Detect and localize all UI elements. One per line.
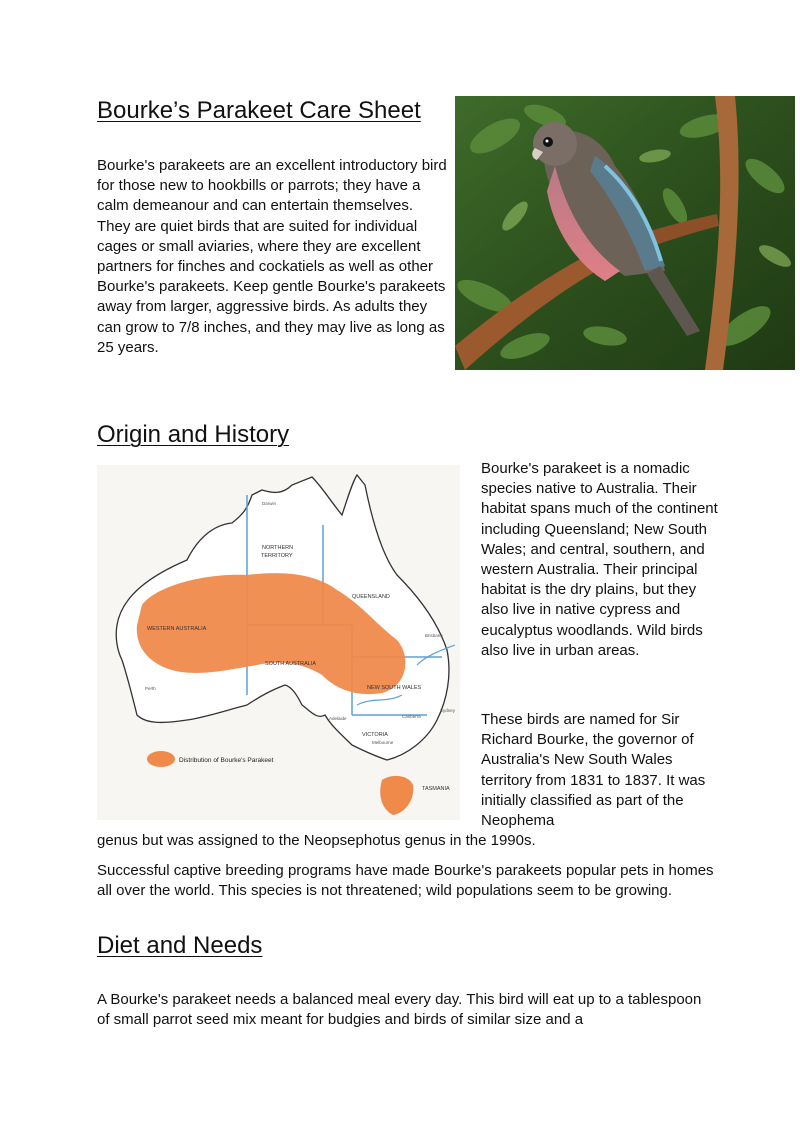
city-melbourne: Melbourne bbox=[372, 740, 394, 745]
diet-paragraph-1: A Bourke's parakeet needs a balanced meal every day. This bird will eat up to a tablespoon of small parrot seed mix meant for budgies and birds of similar size and a bbox=[97, 991, 702, 1029]
city-brisbane: Brisbane bbox=[425, 633, 443, 638]
label-nt2: TERRITORY bbox=[261, 553, 293, 559]
bird-photo-illustration bbox=[455, 96, 795, 370]
origin-history-heading: Origin and History bbox=[97, 421, 290, 448]
origin-paragraph-3: Successful captive breeding programs have made Bourke's parakeets popular pets in homes all over the world. This species is not threatened; wild populations seem to be growing. bbox=[97, 862, 714, 900]
legend-label: Distribution of Bourke's Parakeet bbox=[179, 757, 274, 764]
diet-needs-heading: Diet and Needs bbox=[97, 932, 263, 959]
label-nt: NORTHERN bbox=[262, 545, 294, 551]
city-darwin: Darwin bbox=[262, 501, 277, 506]
distribution-map bbox=[97, 465, 460, 820]
origin-paragraph-1: Bourke's parakeet is a nomadic species native to Australia. Their habitat spans much of the continent including Queensland; New South Wales; and central, southern, and western Australia. Their principal habitat is the dry plains, but they also live in native cypress and eucalyptus woodlands. Wild birds also live in urban areas. bbox=[481, 460, 718, 659]
legend-swatch bbox=[147, 751, 175, 767]
label-sa: SOUTH AUSTRALIA bbox=[265, 661, 317, 667]
label-qld: QUEENSLAND bbox=[352, 594, 390, 600]
label-tas: TASMANIA bbox=[422, 786, 450, 792]
intro-paragraph: Bourke's parakeets are an excellent introductory bird for those new to hookbills or parrots; they have a calm demeanour and can entertain themselves. They are quiet birds that are suited for individual cages or small aviaries, where they are excellent partners for finches and cockatiels as well as other Bourke's parakeets. Keep gentle Bourke's parakeets away from larger, aggressive birds. As adults they can grow to 7/8 inches, and they may live as long as 25 years. bbox=[97, 157, 447, 356]
origin-paragraph-2-continued: genus but was assigned to the Neopsephotus genus in the 1990s. bbox=[97, 832, 536, 849]
page-title: Bourke’s Parakeet Care Sheet bbox=[97, 97, 421, 124]
city-sydney: Sydney bbox=[440, 708, 456, 713]
origin-paragraph-2: These birds are named for Sir Richard Bourke, the governor of Australia's New South Wales territory from 1831 to 1837. It was initially classified as part of the Neophema bbox=[481, 711, 706, 830]
label-vic: VICTORIA bbox=[362, 732, 388, 738]
city-adelaide: Adelaide bbox=[329, 716, 347, 721]
city-canberra: Canberra bbox=[402, 714, 421, 719]
city-perth: Perth bbox=[145, 686, 156, 691]
bourkes-parakeet-photo bbox=[455, 96, 795, 370]
label-wa: WESTERN AUSTRALIA bbox=[147, 626, 207, 632]
australia-map bbox=[97, 465, 460, 820]
label-nsw: NEW SOUTH WALES bbox=[367, 685, 422, 691]
tasmania-shape bbox=[380, 776, 413, 815]
